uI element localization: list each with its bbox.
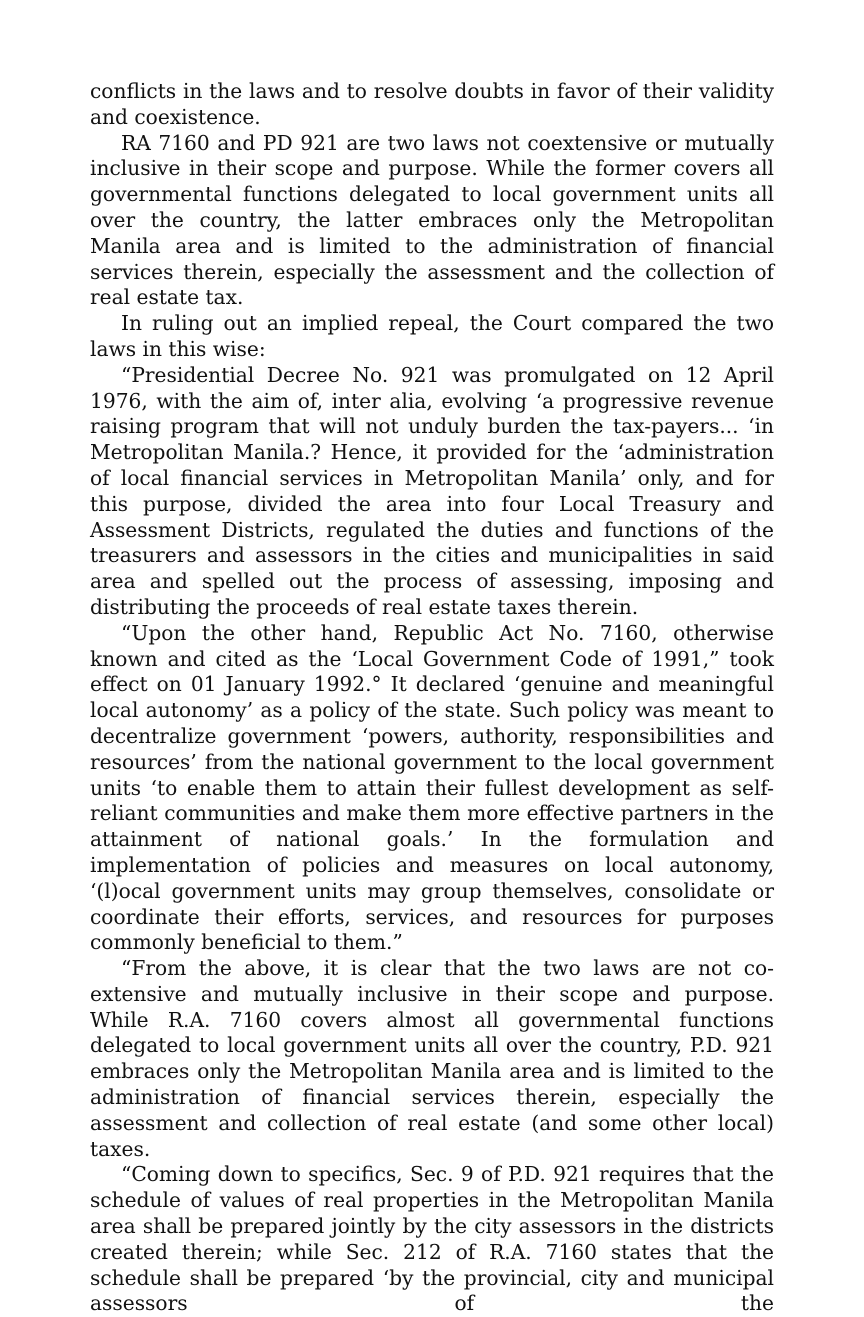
paragraph-specifics-quote: “Coming down to specifics, Sec. 9 of P.D. 921 requires that the schedule of values of real properties in the Metropolitan Manila area shall be prepared jointly by the city assessors in the districts created therein; while Sec. 212 of R.A. 7160 states that the schedule shall be prepared ‘by the provincial, city and municipal assessors of the [90, 1162, 774, 1316]
paragraph-continuation: conflicts in the laws and to resolve doubts in favor of their validity and coexistence. [90, 79, 774, 129]
paragraph-pd-921-quote: “Presidential Decree No. 921 was promulgated on 12 April 1976, with the aim of, inter alia, evolving ‘a progressive revenue raising program that will not unduly burden the tax-payers... ‘in Metropolitan Manila.? Hence, it provided for the ‘administration of local financial services in Metropolitan Manila’ only, and for this purpose, divided the area into four Local Treasury and Assessment Districts, regulated the duties and functions of the treasurers and assessors in the cities and municipalities in said area and spelled out the process of assessing, imposing and distributing the proceeds of real estate taxes therein. [90, 362, 774, 619]
paragraph-implied-repeal: In ruling out an implied repeal, the Court compared the two laws in this wise: [90, 311, 774, 361]
paragraph-ra-pd-scope: RA 7160 and PD 921 are two laws not coextensive or mutually inclusive in their scope and purpose. While the former covers all governmental functions delegated to local government units all over the country, the latter embraces only the Metropolitan Manila area and is limited to the administration of financial services therein, especially the assessment and the collection of real estate tax. [90, 130, 774, 310]
paragraph-coextensive-quote: “From the above, it is clear that the two laws are not co-extensive and mutually inclusive in their scope and purpose. While R.A. 7160 covers almost all governmental functions delegated to local government units all over the country, P.D. 921 embraces only the Metropolitan Manila area and is limited to the administration of financial services therein, especially the assessment and collection of real estate (and some other local) taxes. [90, 956, 774, 1161]
paragraph-ra-7160-quote: “Upon the other hand, Republic Act No. 7160, otherwise known and cited as the ‘Local Government Code of 1991,” took effect on 01 January 1992.° It declared ‘genuine and meaningful local autonomy’ as a policy of the state. Such policy was meant to decentralize government ‘powers, authority, responsibilities and resources’ from the national government to the local government units ‘to enable them to attain their fullest development as self-reliant communities and make them more effective partners in the attainment of national goals.’ In the formulation and implementation of policies and measures on local autonomy, ‘(l)ocal government units may group themselves, consolidate or coordinate their efforts, services, and resources for purposes commonly beneficial to them.” [90, 620, 774, 955]
document-page [90, 79, 774, 1317]
